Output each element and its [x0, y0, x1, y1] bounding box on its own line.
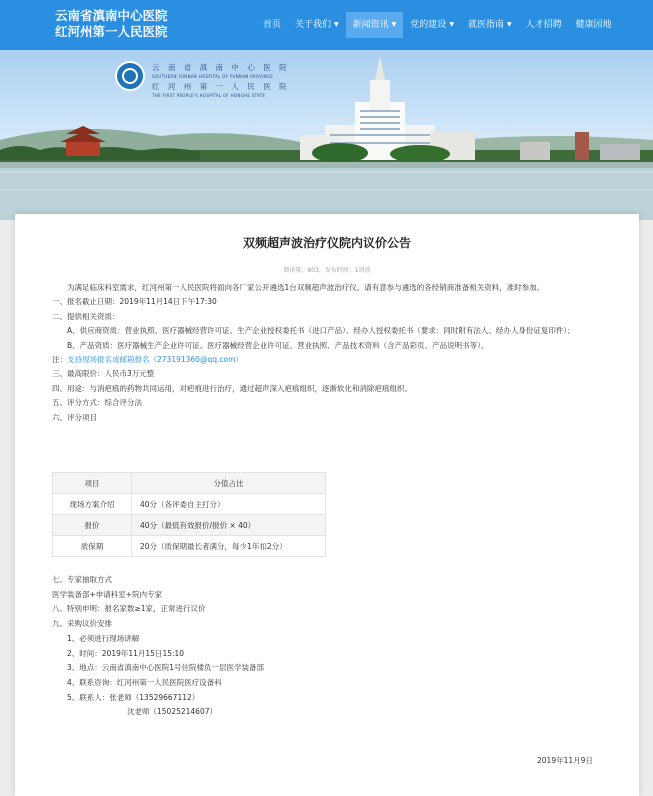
- nav-party[interactable]: [403, 12, 461, 38]
- banner-scenery: [0, 50, 653, 220]
- hospital-logo-icon: [115, 61, 145, 91]
- nav-home[interactable]: [256, 12, 288, 38]
- supplier-qualification: A、供应商资质：营业执照、医疗器械经营许可证、生产企业授权委托书（进口产品）、经办人授权委托书（要求：同时附有法人、经办人身份证复印件）；: [52, 326, 575, 336]
- site-brand[interactable]: [55, 8, 168, 40]
- nav-health[interactable]: [569, 12, 619, 38]
- caret-down-icon: ▼: [391, 21, 397, 28]
- expert-composition: 医学装备部+申请科室+院内专家: [52, 589, 163, 599]
- publish-date: 2019年11月9日: [537, 756, 593, 765]
- article-card: [15, 214, 639, 796]
- logo-en-line-2: THE FIRST PEOPLE'S HOSPITAL OF HONGHE STATE: [152, 93, 266, 98]
- table-header-cell: 分值占比: [132, 473, 326, 494]
- article-body-part2: [52, 573, 604, 720]
- table-cell: 报价: [53, 515, 132, 536]
- scoring-items-heading: 六、评分项目: [52, 412, 97, 422]
- article-body-part1: [52, 281, 604, 425]
- brand-line-2: 红河州第一人民医院: [55, 24, 168, 39]
- caret-down-icon: ▼: [506, 21, 512, 28]
- table-cell: 40分（各评委自主打分）: [132, 494, 326, 515]
- nav-label: 首页: [263, 20, 282, 30]
- intro-paragraph: 为满足临床科室需求，红河州第一人民医院将面向各厂家公开遴选1台双频超声波治疗仪。请有意参与遴选的各经销商准备相关资料，准时参加。: [52, 283, 545, 292]
- site-header: [0, 0, 653, 50]
- note-line: [52, 353, 604, 367]
- usage-line: 四、用途：与消疤痕的药物共同运用，对疤痕进行治疗，通过超声深入疤痕组织，逐渐软化和消除疤痕组织。: [52, 383, 412, 393]
- scoring-method-line: 五、评分方式：综合评分法: [52, 398, 142, 408]
- scoring-table: [52, 472, 326, 557]
- nav-jobs[interactable]: [519, 12, 569, 38]
- hero-banner: [0, 50, 653, 220]
- logo-cn-line-1: 云 南 省 滇 南 中 心 医 院: [152, 63, 290, 72]
- nav-label: 党的建设: [410, 20, 447, 30]
- special-statement: 八、特别申明：报名家数≥1家，正常进行议价: [52, 604, 206, 614]
- note-prefix: 注：: [52, 355, 67, 365]
- arrangement-item-5: 5、联系人：张老师（13529667112）: [52, 692, 200, 702]
- nav-label: 关于我们: [295, 20, 332, 30]
- logo-en-line-1: SOUTHERN YUNNAN HOSPITAL OF YUNNAN PROVINCE: [152, 74, 274, 79]
- nav-label: 新闻资讯: [352, 20, 389, 30]
- product-qualification: B、产品资质：医疗器械生产企业许可证、医疗器械经营企业许可证、营业执照、产品技术资料（含产品彩页、产品说明书等）。: [52, 340, 489, 350]
- brand-line-1: 云南省滇南中心医院: [55, 8, 168, 23]
- arrangement-item-3: 3、地点：云南省滇南中心医院1号住院楼负一层医学装备部: [52, 663, 265, 673]
- table-header-cell: 项目: [53, 473, 132, 494]
- hospital-logo-text: [152, 62, 290, 98]
- arrangement-item-6: 沈老师（15025214607）: [52, 707, 217, 717]
- table-cell: 现场方案介绍: [53, 494, 132, 515]
- caret-down-icon: ▼: [334, 21, 339, 28]
- price-limit-line: 三、最高限价：人民币3万元整: [52, 369, 155, 379]
- deadline-line: 一、报名截止日期：2019年11月14日下午17:30: [52, 297, 217, 307]
- nav-about[interactable]: [288, 12, 346, 38]
- table-cell: 20分（质保期最长者满分，每少1年扣2分）: [132, 536, 326, 557]
- article-meta: 阅读量：803，发布时间：1周前: [283, 267, 371, 274]
- expert-heading: 七、专家抽取方式: [52, 575, 112, 584]
- arrangement-heading: 九、采购议价安排: [52, 619, 112, 629]
- arrangement-item-4: 4、联系咨询：红河州第一人民医院医疗设备科: [52, 677, 222, 687]
- table-row: [53, 494, 326, 515]
- article-title: 双频超声波治疗仪院内议价公告: [242, 236, 411, 250]
- registration-email-link[interactable]: 支持现场报名或邮箱报名（273191360@qq.com）: [67, 355, 243, 365]
- table-row: [53, 536, 326, 557]
- nav-label: 就医指南: [467, 20, 504, 30]
- table-cell: 质保期: [53, 536, 132, 557]
- nav-label: 人才招聘: [525, 20, 562, 30]
- logo-cn-line-2: 红 河 州 第 一 人 民 医 院: [152, 82, 290, 91]
- nav-news[interactable]: [346, 12, 404, 38]
- table-header-row: [53, 473, 326, 494]
- table-cell: 40分（最低有效报价/报价 × 40）: [132, 515, 326, 536]
- table-row: [53, 515, 326, 536]
- caret-down-icon: ▼: [449, 21, 454, 28]
- arrangement-item-1: 1、必须进行现场讲解: [52, 633, 140, 643]
- nav-label: 健康园地: [575, 20, 612, 30]
- nav-guide[interactable]: [461, 12, 519, 38]
- main-nav: [256, 12, 619, 38]
- qualification-heading: 二、提供相关资质：: [52, 311, 120, 321]
- arrangement-item-2: 2、时间：2019年11月15日15:10: [52, 648, 185, 658]
